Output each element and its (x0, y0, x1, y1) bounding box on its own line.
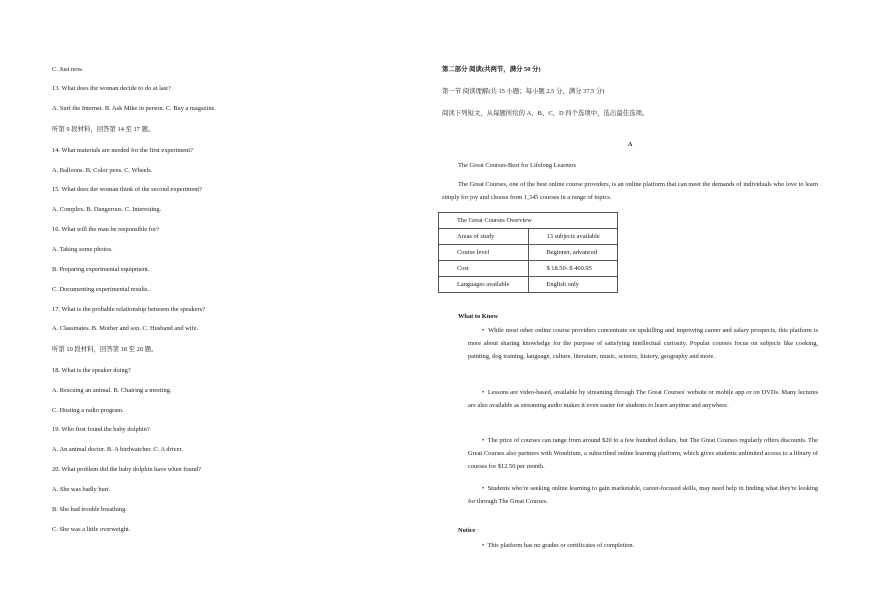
question-16-option-b: B. Preparing experimental equipment. (52, 266, 150, 273)
bullet-icon: • (482, 437, 488, 444)
passage-label: A (627, 141, 633, 148)
bullet-item (468, 434, 818, 473)
notice-bullet (482, 539, 818, 552)
question-16-option-a: A. Taking some photos. (52, 246, 113, 253)
question-19: 19. Who first found the baby dolphin? (52, 426, 150, 433)
bullet-text: The price of courses can range from around $20 to a few hundred dollars, but The Great Courses regularly offers discounts. The Great Courses also partners with Wondrium, a subscribed online learning platform, which gives students unlimited access to a library of courses for $12.50 per month. (468, 437, 818, 470)
table-row (439, 261, 618, 277)
question-16: 16. What will the man be responsible for? (52, 226, 160, 233)
question-15-options: A. Complex. B. Dangerous. C. Interesting. (52, 206, 162, 213)
question-20-option-a: A. She was badly hurt. (52, 486, 111, 493)
table-cell-label: Course level (439, 245, 529, 261)
bullet-icon: • (482, 485, 488, 492)
question-13-options: A. Surf the Internet. B. Ask Mike in person. C. Buy a magazine. (52, 105, 216, 112)
question-15: 15. What does the woman think of the second experiment? (52, 186, 203, 193)
table-row (439, 229, 618, 245)
bullet-item (468, 386, 818, 412)
bullet-item (468, 324, 818, 363)
table-cell-label: Areas of study (439, 229, 529, 245)
bullet-text: Students who're seeking online learning to gain marketable, career-focused skills, may need help in finding what they're looking for through The Great Courses. (468, 485, 819, 505)
question-19-options: A. An animal doctor. B. A birdwatcher. C. A driver. (52, 446, 183, 453)
bullet-text: While most other online course providers concentrate on upskilling and improving career and salary prospects, this platform is more about sharing knowledge for the purpose of satisfying intellectual curiosity. Popular courses focus on subjects like cooking, painting, dog training, language, culture, literature, music, science, history, geography and more. (468, 327, 818, 360)
table-row (439, 245, 618, 261)
question-13: 13. What does the woman decide to do at last? (52, 85, 171, 92)
question-17-options: A. Classmates. B. Mother and son. C. Husband and wife. (52, 325, 199, 332)
question-20-option-b: B. She had trouble breathing. (52, 506, 127, 513)
bullet-icon: • (482, 389, 488, 396)
question-20-option-c: C. She was a little overweight. (52, 526, 131, 533)
table-cell-value: Beginner, advanced (528, 245, 618, 261)
reading-instruction: 阅读下列短文，从每题所给的 A、B、C、D 四个选项中，选出最佳选项。 (442, 110, 649, 117)
bullet-text: Lessons are video-based, available by streaming through The Great Courses' website or mobile app or on DVDs. Many lectures are also available as streaming audio makes it even easier for students to learn anytime and anywhere. (468, 389, 818, 409)
question-18-options-ab: A. Rescuing an animal. B. Chairing a meeting. (52, 387, 172, 394)
passage-intro: The Great Courses, one of the best online course providers, is an online platform that can meet the demands of individuals who love to learn simply for joy and choose from 1,345 courses in a range of topics. (442, 181, 818, 201)
bullet-icon: • (482, 327, 489, 334)
table-cell-value: $ 18.50- $ 469.95 (528, 261, 618, 277)
question-16-option-c: C. Documenting experimental results. (52, 286, 150, 293)
subsection-title: 第一节 阅读理解(共 15 小题；每小题 2.5 分，满分 37.5 分) (442, 88, 605, 95)
question-17: 17. What is the probable relationship between the speakers? (52, 306, 206, 313)
answer-option: C. Just now. (52, 66, 84, 73)
table-cell-value: English only (528, 277, 618, 293)
overview-table (438, 212, 618, 293)
passage-title: The Great Courses-Best for Lifelong Learners (458, 162, 577, 169)
bullet-item (468, 482, 818, 508)
table-row (439, 277, 618, 293)
table-cell-value: 13 subjects available (528, 229, 618, 245)
section-title: 第二部分 阅读(共两节，满分 50 分) (442, 66, 541, 73)
section-instruction-9: 听第 9 段材料，回答第 14 至 17 题。 (52, 126, 155, 133)
question-14-options: A. Balloons. B. Color pens. C. Wheels. (52, 167, 153, 174)
overview-table-caption: The Great Courses Overview (439, 213, 618, 229)
bullet-icon: • (482, 542, 488, 549)
question-14: 14. What materials are needed for the first experiment? (52, 147, 193, 154)
bullet-text: This platform has no grades or certificates of completion. (487, 542, 635, 549)
question-18-option-c: C. Hosting a radio program. (52, 407, 124, 414)
question-20: 20. What problem did the baby dolphin have when found? (52, 466, 201, 473)
question-18: 18. What is the speaker doing? (52, 367, 131, 374)
table-cell-label: Languages available (439, 277, 529, 293)
section-instruction-10: 听第 10 段材料，回答第 18 至 20 题。 (52, 346, 158, 353)
table-cell-label: Cost (439, 261, 529, 277)
what-to-know-heading: What to Know (458, 313, 499, 320)
notice-heading: Notice (458, 527, 476, 534)
